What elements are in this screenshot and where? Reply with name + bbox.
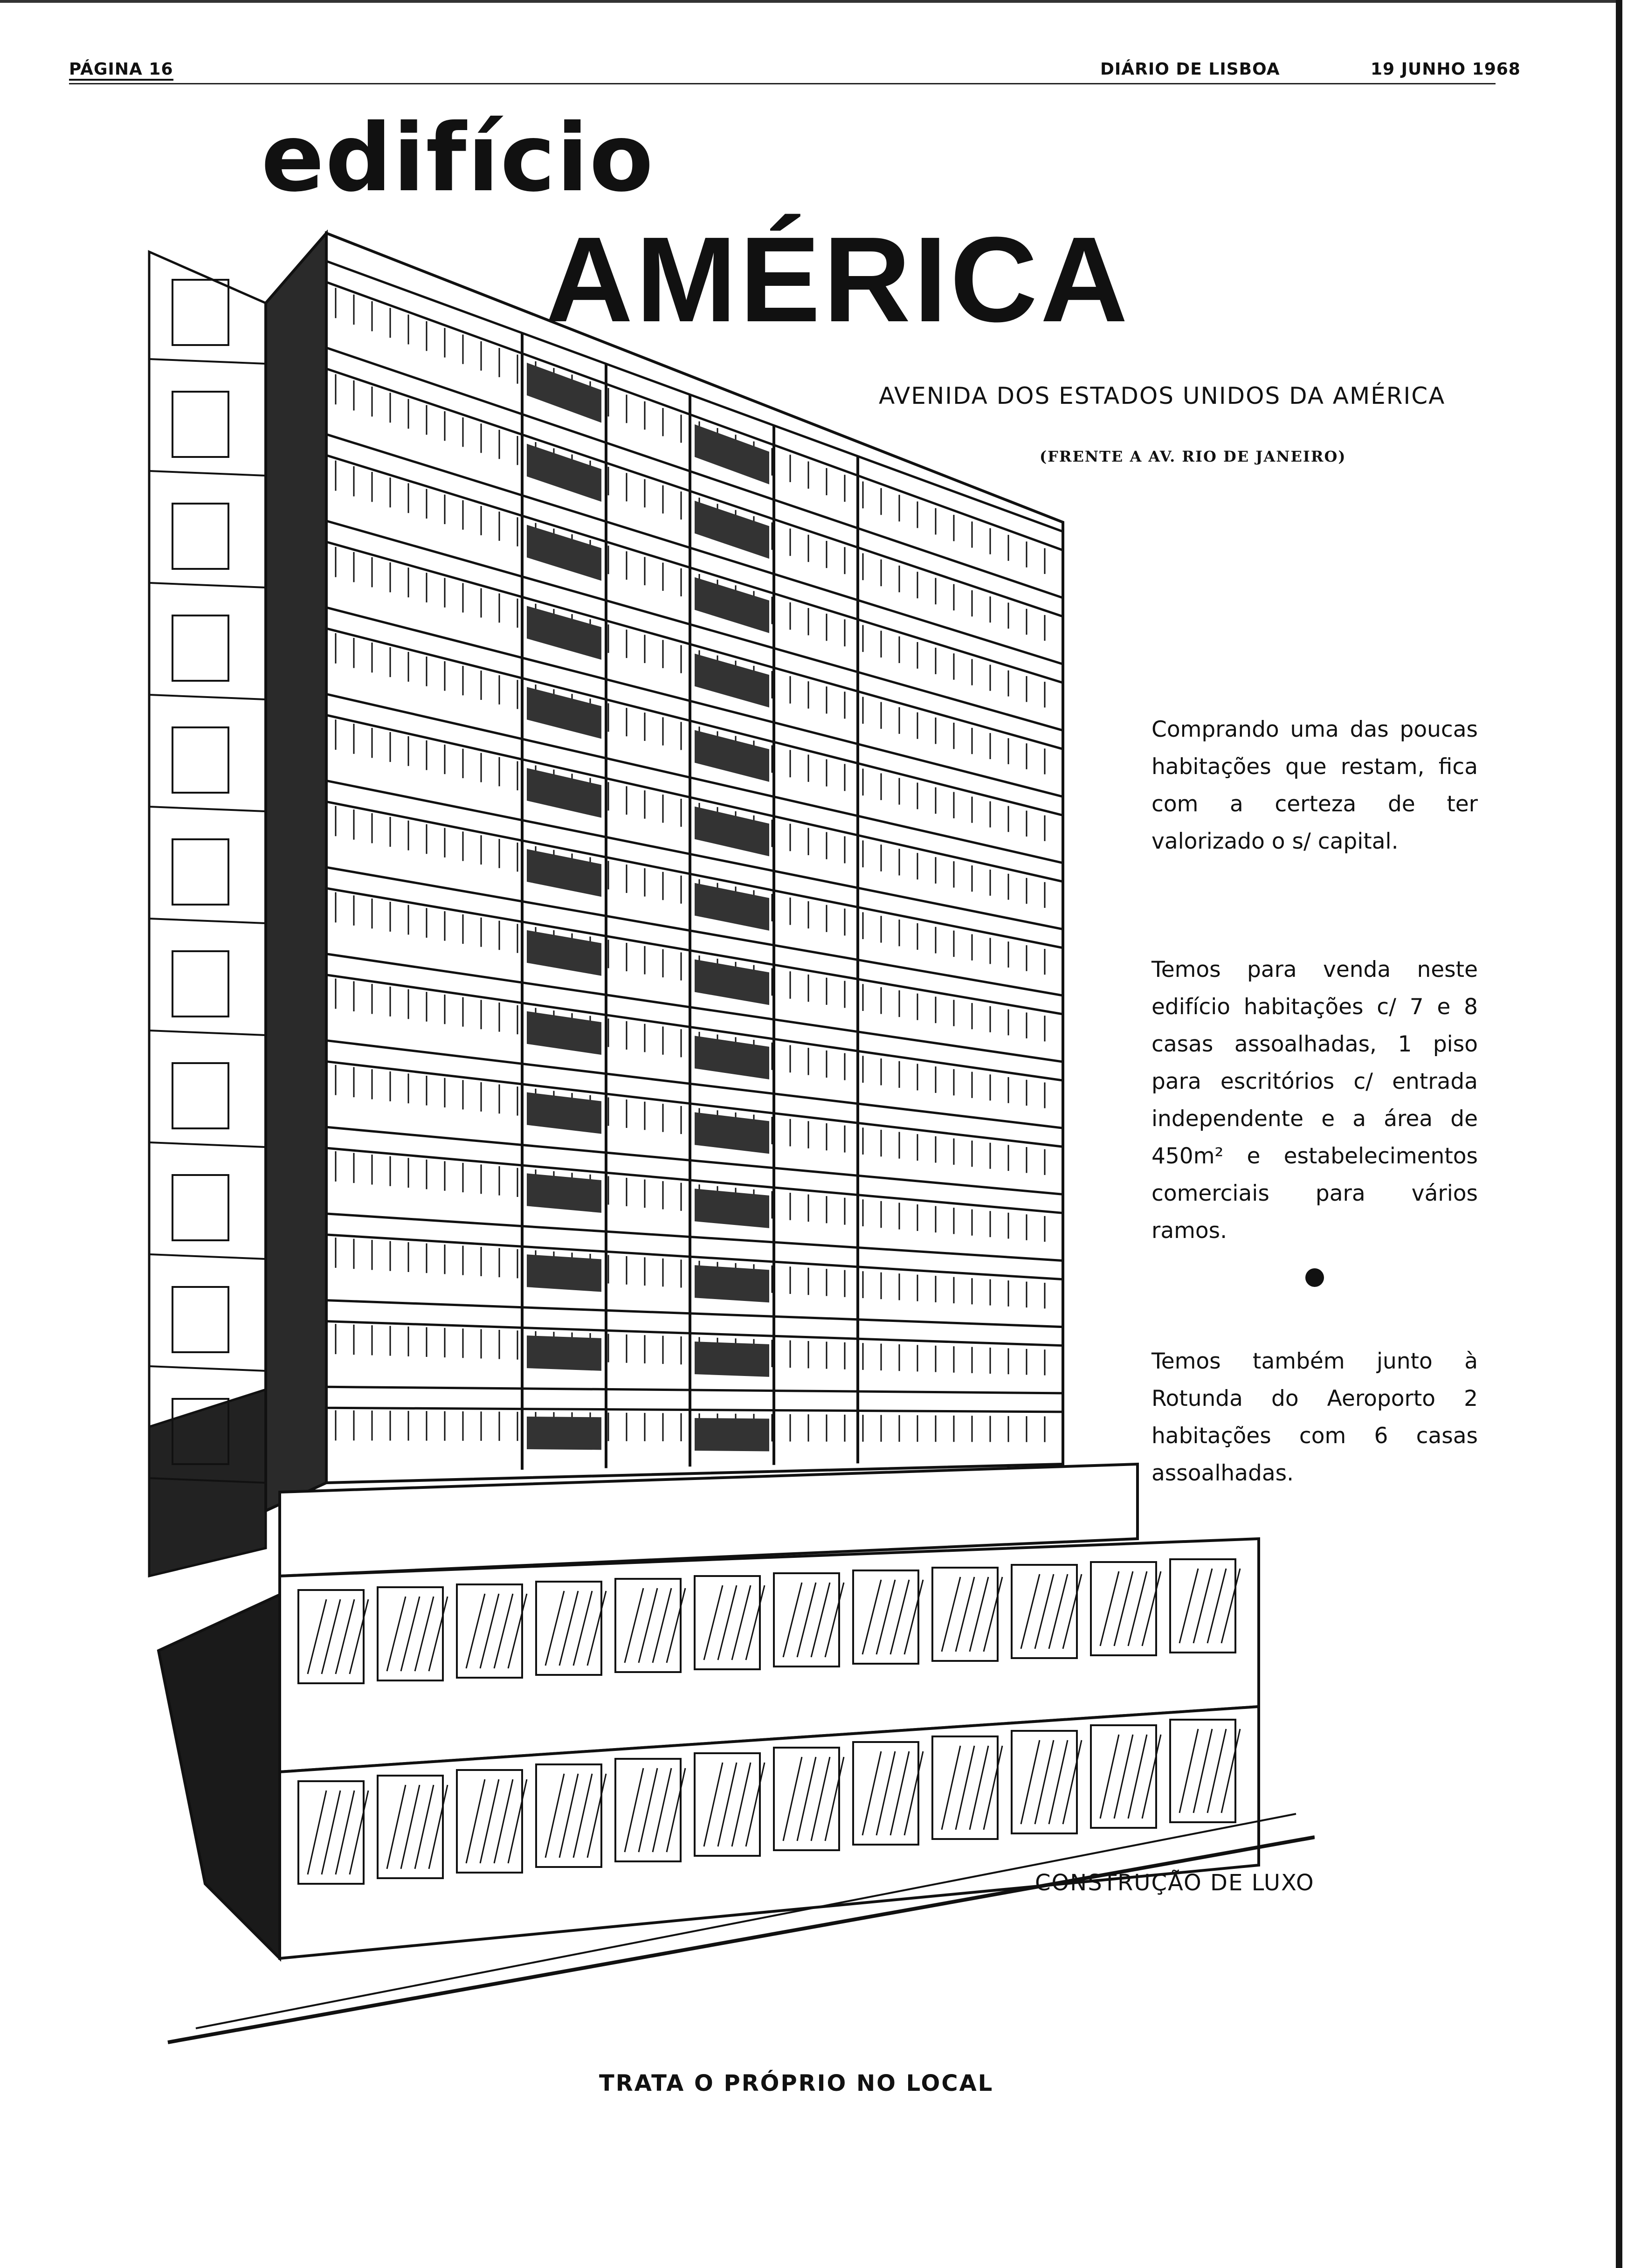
page-number: PÁGINA 16 [69,60,173,81]
title-america: AMÉRICA [545,212,1131,347]
construction-label: CONSTRUÇÃO DE LUXO [1035,1870,1315,1896]
paragraph-airport: Temos também junto à Rotunda do Aeroporto 2 habitações com 6 casas assoalhadas. [1151,1348,1478,1486]
newspaper-name: DIÁRIO DE LISBOA [1100,60,1280,79]
address-line: AVENIDA DOS ESTADOS UNIDOS DA AMÉRICA [879,382,1446,409]
building-illustration [140,196,1315,2052]
window-recess [695,1265,769,1302]
paragraph-offer: Temos para venda neste edifício habitações c/ 7 e 8 casas assoalhadas, 1 piso para escritórios c/ entrada independente e a área de 450m² e estabelecimentos comerciais para vários ramos. [1151,957,1478,1244]
header-rule [69,83,1496,84]
window-recess [695,1418,769,1451]
page-edge-right [1616,0,1622,2268]
page-edge-top [0,0,1622,3]
footer-contact: TRATA O PRÓPRIO NO LOCAL [599,2070,994,2096]
paragraph-investment: Comprando uma das poucas habitações que restam, fica com a certeza de ter valorizado o s/ capital. [1151,717,1478,854]
window-recess [527,1173,601,1213]
window-recess [695,1341,769,1377]
window-recess [695,1189,769,1228]
tower-side-wall [266,233,326,1511]
neighbor-building [149,252,266,1571]
bullet-separator [1305,1268,1324,1287]
window-recess [527,1254,601,1292]
window-recess [527,1417,601,1450]
address-note: (FRENTE A AV. RIO DE JANEIRO) [1040,448,1346,465]
podium-side [159,1595,280,1958]
title-edificio: edifício [261,104,655,213]
issue-date: 19 JUNHO 1968 [1371,60,1521,79]
window-recess [527,1335,601,1371]
